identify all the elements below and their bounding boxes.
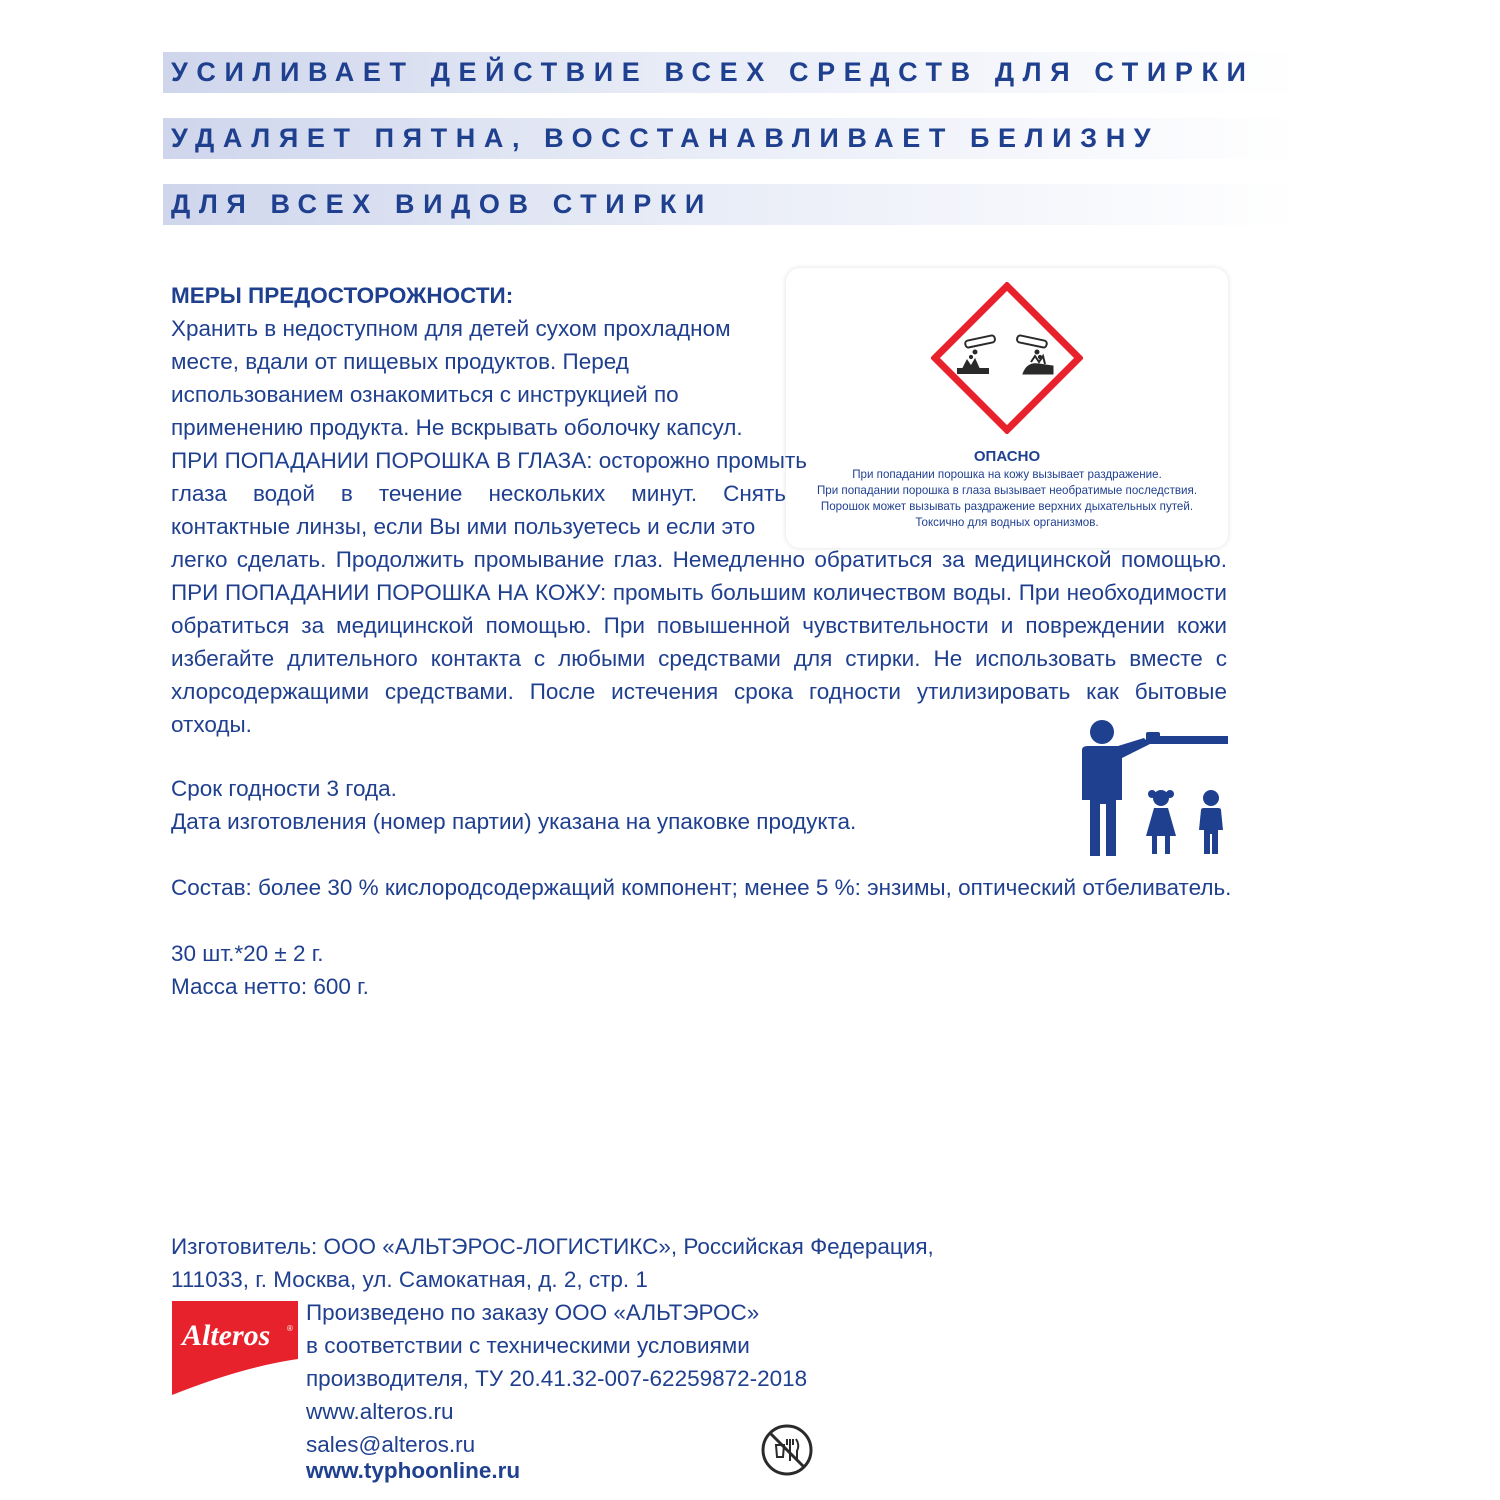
banner-3: [163, 184, 1303, 225]
net-weight: Масса нетто: 600 г.: [171, 974, 369, 999]
hazard-statement: При попадании порошка в глаза вызывает необратимые последствия.: [816, 484, 1198, 497]
banner-2-text: УДАЛЯЕТ ПЯТНА, ВОССТАНАВЛИВАЕТ БЕЛИЗНУ: [171, 123, 1160, 153]
produced-for-line: Произведено по заказу ООО «АЛЬТЭРОС»: [306, 1300, 760, 1325]
banner-2: [163, 118, 1303, 159]
website-bold-link: www.typhoonline.ru: [306, 1458, 521, 1483]
quantity: 30 шт.*20 ± 2 г.: [171, 941, 324, 966]
precautions-heading: МЕРЫ ПРЕДОСТОРОЖНОСТИ:: [171, 283, 514, 308]
svg-text:®: ®: [287, 1324, 293, 1333]
precautions-line: применению продукта. Не вскрывать оболочку капсул.: [171, 415, 743, 440]
svg-text:Alteros: Alteros: [182, 1319, 271, 1352]
hazard-signal-word: ОПАСНО: [973, 448, 1041, 465]
hazard-statement: Порошок может вызывать раздражение верхних дыхательных путей.: [820, 500, 1194, 513]
keep-away-from-children-icon: [1072, 718, 1232, 858]
manufacture-date: Дата изготовления (номер партии) указана на упаковке продукта.: [171, 809, 857, 834]
precautions-line: ПРИ ПОПАДАНИИ ПОРОШКА НА КОЖУ: промыть большим количеством воды. При необходимости: [171, 580, 1227, 605]
precautions-line: избегайте длительного контакта с любыми средствами для стирки. Не использовать вместе с: [171, 646, 1227, 671]
precautions-line: обратиться за медицинской помощью. При повышенной чувствительности и повреждении кожи: [171, 613, 1227, 638]
precautions-line: ПРИ ПОПАДАНИИ ПОРОШКА В ГЛАЗА: осторожно промыть: [171, 448, 807, 473]
precautions-line: хлорсодержащими средствами. После истечения срока годности утилизировать как бытовые: [171, 679, 1227, 704]
website-link: www.alteros.ru: [306, 1399, 454, 1424]
precautions-line: Хранить в недоступном для детей сухом прохладном: [171, 316, 731, 341]
hazard-statement: Токсично для водных организмов.: [915, 516, 1099, 529]
precautions-line: месте, вдали от пищевых продуктов. Перед: [171, 349, 629, 374]
hazard-statement: При попадании порошка на кожу вызывает раздражение.: [852, 468, 1162, 481]
manufacturer-line: Изготовитель: ООО «АЛЬТЭРОС-ЛОГИСТИКС», Российская Федерация,: [171, 1234, 934, 1259]
precautions-line: использованием ознакомиться с инструкцией по: [171, 382, 679, 407]
banner-3-text: ДЛЯ ВСЕХ ВИДОВ СТИРКИ: [171, 189, 713, 219]
composition: Состав: более 30 % кислородсодержащий компонент; менее 5 %: энзимы, оптический отбеливатель.: [171, 875, 1232, 900]
precautions-line: отходы.: [171, 712, 252, 737]
banner-1-text: УСИЛИВАЕТ ДЕЙСТВИЕ ВСЕХ СРЕДСТВ ДЛЯ СТИРКИ: [171, 57, 1255, 87]
alteros-logo: [172, 1301, 300, 1397]
banner-1: [163, 52, 1303, 93]
manufacturer-line: 111033, г. Москва, ул. Самокатная, д. 2, стр. 1: [171, 1267, 648, 1292]
produced-for-line: производителя, ТУ 20.41.32-007-62259872-2018: [306, 1366, 808, 1391]
hazard-box: [786, 268, 1228, 548]
not-for-food-contact-icon: [760, 1423, 814, 1477]
shelf-life: Срок годности 3 года.: [171, 776, 397, 801]
precautions-line: контактные линзы, если Вы ими пользуетесь и если это: [171, 514, 756, 539]
produced-for-line: в соответствии с техническими условиями: [306, 1333, 750, 1358]
email-link: sales@alteros.ru: [306, 1432, 476, 1457]
corrosion-icon: [931, 282, 1083, 434]
precautions-line: глаза водой в течение нескольких минут. Снять: [171, 481, 786, 506]
precautions-line: легко сделать. Продолжить промывание глаз. Немедленно обратиться за медицинской помощью.: [171, 547, 1227, 572]
